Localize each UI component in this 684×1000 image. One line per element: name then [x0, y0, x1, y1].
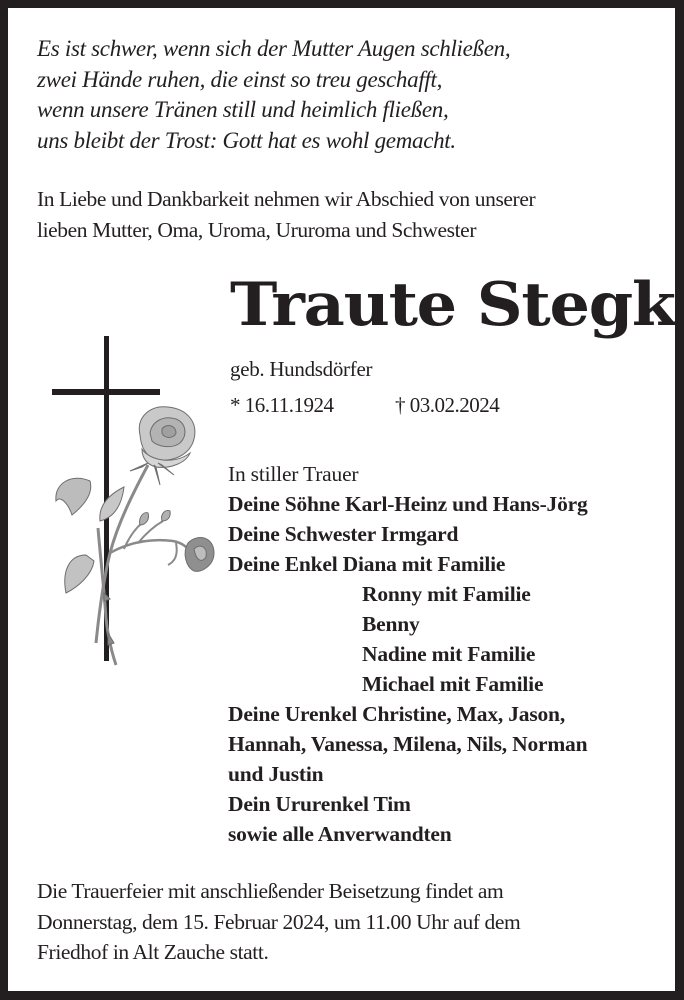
mourner-line: Ronny mit Familie — [362, 582, 531, 606]
funeral-details-line: Die Trauerfeier mit anschließender Beisetzung findet am — [37, 879, 504, 903]
mourner-line: Dein Ururenkel Tim — [228, 792, 411, 816]
rose-icon — [38, 403, 218, 673]
mourner-line: und Justin — [228, 762, 324, 786]
funeral-details-line: Donnerstag, dem 15. Februar 2024, um 11.00 Uhr auf dem — [37, 909, 521, 934]
mourner-line: Deine Schwester Irmgard — [228, 522, 459, 546]
poem-line: wenn unsere Tränen still und heimlich fließen, — [37, 97, 449, 122]
mourner-line: Michael mit Familie — [362, 672, 544, 696]
mourner-line: Deine Urenkel Christine, Max, Jason, — [228, 702, 565, 726]
death-date: † 03.02.2024 — [395, 393, 500, 417]
obituary-notice — [8, 8, 675, 991]
deceased-name: Traute Stegk — [230, 270, 675, 340]
intro-line: In Liebe und Dankbarkeit nehmen wir Abschied von unserer — [37, 187, 536, 211]
poem — [37, 34, 510, 156]
maiden-name: geb. Hundsdörfer — [230, 357, 373, 381]
intro-line: lieben Mutter, Oma, Uroma, Ururoma und Schwester — [37, 217, 477, 242]
mourner-line: Benny — [362, 612, 420, 636]
farewell-intro — [37, 184, 535, 245]
mourners-list — [228, 459, 588, 849]
poem-line: zwei Hände ruhen, die einst so treu geschafft, — [37, 66, 443, 92]
funeral-details — [37, 876, 520, 968]
funeral-details-line: Friedhof in Alt Zauche statt. — [37, 940, 269, 964]
mourner-line: Deine Enkel Diana mit Familie — [228, 552, 506, 576]
mourner-line: Hannah, Vanessa, Milena, Nils, Norman — [228, 732, 588, 756]
mourner-line: sowie alle Anverwandten — [228, 822, 452, 846]
mourner-line: Nadine mit Familie — [362, 642, 536, 666]
cross-horizontal-bar — [52, 389, 160, 395]
poem-line: Es ist schwer, wenn sich der Mutter Augen schließen, — [37, 36, 511, 61]
mourner-line: Deine Söhne Karl-Heinz und Hans-Jörg — [228, 492, 588, 516]
mourners-heading: In stiller Trauer — [228, 462, 359, 486]
poem-line: uns bleibt der Trost: Gott hat es wohl gemacht. — [37, 127, 456, 153]
birth-date: * 16.11.1924 — [230, 393, 334, 417]
